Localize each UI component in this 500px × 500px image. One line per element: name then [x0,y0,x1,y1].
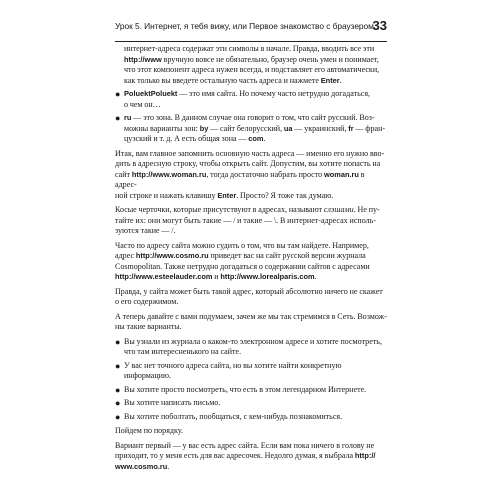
chapter-title: Урок 5. Интернет, я тебя вижу, или Первое знакомство с браузером [115,21,374,31]
url-code: http://www.lorealparis.com [220,272,315,281]
paragraph: Часто по адресу сайта можно судить о том, что вы там найдете. Например, адрес http://www.cosmo.ru приведет вас на сайт русской версии журнала Cosmopolitan. Также нетрудно догадаться о содержании сайтов с адресами http://www.esteelauder.com и http://www.lorealparis.com. [115,240,370,281]
list-item: ● Вы узнали из журнала о каком-то электронном адресе и хотите посмотреть, что там интересненького на сайте. [115,336,382,356]
bullet-icon: ● [115,113,121,123]
url-code: http://www [124,54,162,64]
paragraph: Вариант первый — у вас есть адрес сайта. Если вам пока ничего в голову не приходит, то у меня есть для вас адресочек. Недолго думая, я выбрала http:// www.cosmo.ru. [115,440,376,471]
list-item: ● Вы хотите написать письмо. [115,398,221,408]
list-item: ● Вы хотите просто посмотреть, что есть в этом легендарном Интернете. [115,384,367,395]
paragraph: Косые черточки, которые присутствуют в адресах, называют слэшами. Не пу- тайте их: они могут быть такие — / и такие — \. В интернет-адресах исполь- зуются такие — /. [115,205,380,235]
page-body [115,44,387,476]
key-name: Enter [217,190,237,200]
page-number: 33 [372,18,387,33]
bullet-icon: ● [115,360,121,371]
paragraph: Правда, у сайта может быть такой адрес, который абсолютно ничего не скажет о его содержимом. [115,286,383,306]
key-name: Enter [320,75,340,85]
url-code: http://www.esteelauder.com [115,272,213,281]
bullet-continuation: интернет-адреса содержат эти символы в начале. Правда, вводить все эти http://www вручную вовсе не обязательно, браузер очень умен и понимает, что этот компонент адреса нужен всегда, и подставляет его автоматически, как только вы введете остальную часть адреса и нажмете Enter. [124,44,380,85]
bullet-icon: ● [115,384,121,395]
url-code: http://www.cosmo.ru [135,251,209,260]
bullet-icon: ● [115,398,121,408]
bullet-icon: ● [115,411,121,422]
url-code: http://www.woman.ru [131,169,207,179]
reasons-list [115,337,387,423]
url-code: http:// [354,451,376,460]
list-item: ● У вас нет точного адреса сайта, но вы хотите найти конкретную информацию. [115,360,342,380]
url-parts-list [115,89,387,145]
bullet-icon: ● [115,336,121,347]
paragraph: А теперь давайте с вами подумаем, зачем же мы так стремимся в Сеть. Возмож- ны такие варианты. [115,311,387,331]
running-header [115,17,387,42]
list-item: ● ru — это зона. В данном случае она говорит о том, что сайт русский. Воз- можны варианты зон: by — сайт белорусский, ua — украинский, fr — фран- цузский и т. д. А есть общая зона — com. [115,113,386,143]
url-code: www.cosmo.ru [115,461,168,471]
paragraph: Итак, вам главное запомнить основную часть адреса — именно его нужно вво- дить в адресную строку, чтобы открыть сайт. Допустим, вы хотите попасть на сайт http://www.woman.ru, тогда достаточно набрать просто woman.ru в адрес- ной строке и нажать клавишу Enter. Просто? Я тоже так думаю. [115,148,385,200]
list-item: ● Вы хотите поболтать, пообщаться, с кем-нибудь познакомиться. [115,411,343,422]
list-item: ● PoluektPoluekt — это имя сайта. Но почему часто нетрудно догадаться, о чем он… [115,89,371,109]
paragraph: Пойдем по порядку. [115,426,184,435]
bullet-icon: ● [115,89,121,99]
